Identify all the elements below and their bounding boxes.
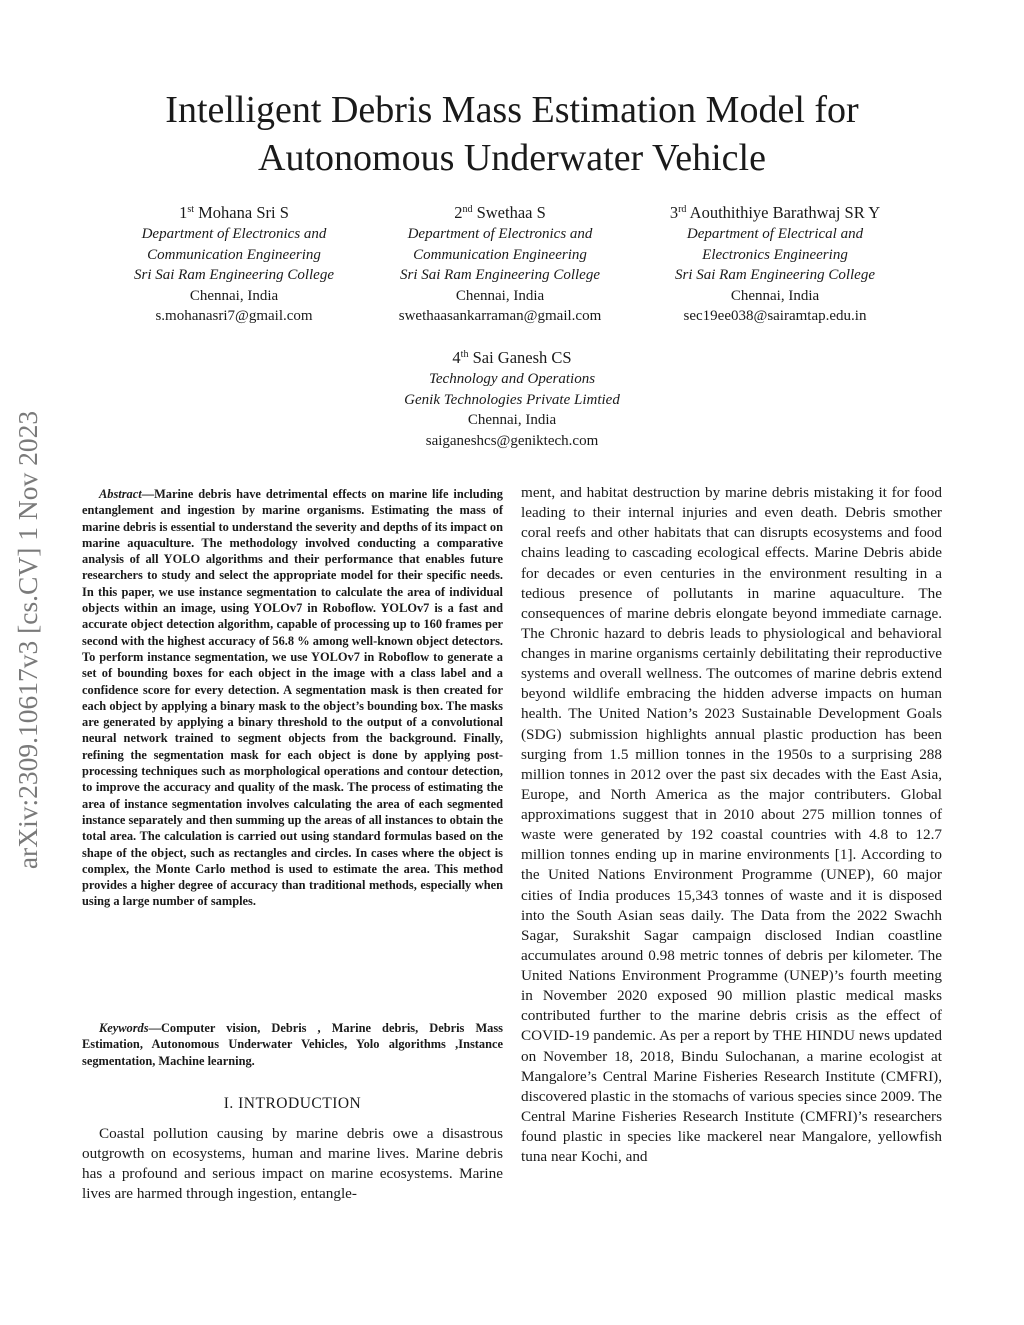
author-name: Sai Ganesh CS: [472, 348, 572, 367]
author-institution: Sri Sai Ram Engineering College: [675, 267, 875, 284]
keywords-body: —Computer vision, Debris , Marine debris, Debris Mass Estimation, Autonomous Underwater Vehicles, Yolo algorithms ,Instance segmentation, Machine learning.: [82, 1021, 503, 1068]
abstract: [82, 486, 503, 910]
intro-paragraph-left: Coastal pollution causing by marine debris owe a disastrous outgrowth on ecosystems, human and marine lives. Marine debris has a profound and serious impact on marine ecosystems. Marine lives are harmed through ingestion, entangle-: [82, 1125, 503, 1203]
author-name: Mohana Sri S: [198, 203, 289, 222]
author-ordinal-suffix: rd: [678, 204, 687, 215]
author-department-cont: Electronics Engineering: [702, 246, 848, 263]
author-name: Swethaa S: [476, 203, 546, 222]
author-email: swethaasankarraman@gmail.com: [398, 308, 602, 325]
author-name-line: [362, 347, 662, 369]
author-company: Genik Technologies Private Limtied: [404, 391, 620, 408]
author-name-line: [84, 202, 384, 224]
title-line-1: Intelligent Debris Mass Estimation Model for: [165, 89, 859, 131]
author-location: Chennai, India: [189, 287, 279, 304]
intro-paragraph-right: ment, and habitat destruction by marine debris mistaking it for food leading to their internal injuries and even death. Debris smother coral reefs and other habitats that can disrupts ecosystems and food chains leading to cascading ecological effects. Marine Debris abide for decades or even centuries in the environment resulting in a tedious presence of pollutants in marine aquaculture. The consequences of marine debris elongate beyond immediate carnage. The Chronic hazard to debris leads to physiological and behavioral changes in marine organisms certainly debilitating their reproductive systems and overall wellness. The outcomes of marine debris extend beyond wildlife embracing the hidden adverse impacts on human health. The United Nation’s 2023 Sustainable Development Goals (SDG) submission highlights annual plastic production has been surging from 1.5 million tonnes in the 1950s to a surprising 288 million tonnes in 2012 over the past six decades with the East Asia, Europe, and North America as the major contributers. Global approximations suggest that in 2010 about 275 million tonnes of waste were generated by 192 coastal countries with 4.8 to 12.7 million tonnes ending up in marine environments [1]. According to the United Nations Environment Programme (UNEP), 60 major cities of India produces 15,343 tonnes of waste and it is disposed into the South Asian seas daily. The Data from the 2022 Swachh Sagar, Surakshit Sagar campaign disclosed Indian coastline accumulates around 0.98 metric tonnes of debris per kilometer. The United Nations Environment Programme (UNEP)’s fourth meeting in November 2020 exposed 90 million plastic medical masks contributed further to the marine debris crisis as the effect of COVID-19 pandemic. As per a report by THE HINDU news updated on November 18, 2018, Bindu Sulochanan, a marine ecologist at Mangalore’s Central Marine Fisheries Research Institute (CMFRI), discovered plastic in the stomachs of various species since 2009. The Central Marine Fisheries Research Institute (CMFRI)’s researchers found plastic in species like mackerel near Mangalore, yellowfish tuna near Kochi, and: [521, 484, 942, 1166]
author-ordinal: 4: [452, 348, 461, 367]
author-location: Chennai, India: [455, 287, 545, 304]
arxiv-sidebar: [0, 350, 60, 930]
author-ordinal: 3: [669, 203, 679, 222]
author-institution: Sri Sai Ram Engineering College: [400, 267, 600, 284]
author-block-2: [350, 202, 650, 327]
author-email: saiganeshcs@geniktech.com: [425, 432, 599, 449]
author-block-1: [84, 202, 384, 327]
author-name-line: [625, 202, 925, 224]
author-email: s.mohanasri7@gmail.com: [155, 308, 313, 325]
author-block-3: [625, 202, 925, 327]
author-ordinal-suffix: th: [460, 349, 469, 360]
author-institution: Sri Sai Ram Engineering College: [134, 267, 334, 284]
author-location: Chennai, India: [730, 287, 820, 304]
author-name-line: [350, 202, 650, 224]
section-heading: I. INTRODUCTION: [223, 1095, 362, 1112]
paper-title: [60, 86, 964, 182]
author-ordinal: 1: [179, 203, 188, 222]
title-line-2: Autonomous Underwater Vehicle: [258, 137, 766, 179]
keywords-lead: Keywords: [99, 1021, 149, 1035]
keywords: [82, 1020, 503, 1069]
author-department-cont: Communication Engineering: [413, 246, 587, 263]
author-email: sec19ee038@sairamtap.edu.in: [683, 308, 867, 325]
author-block-4: [362, 347, 662, 451]
author-ordinal: 2: [454, 203, 463, 222]
arxiv-identifier: arXiv:2309.10617v3 [cs.CV] 1 Nov 2023: [12, 410, 43, 870]
author-department-cont: Communication Engineering: [147, 246, 321, 263]
author-name: Aouthithiye Barathwaj SR Y: [689, 203, 881, 222]
author-department: Department of Electronics and: [407, 226, 593, 242]
author-ordinal-suffix: nd: [462, 204, 473, 215]
author-ordinal-suffix: st: [187, 204, 195, 215]
author-department: Department of Electrical and: [686, 226, 864, 242]
abstract-lead: Abstract: [99, 487, 142, 501]
abstract-body: —Marine debris have detrimental effects on marine life including entanglement and ingestion by marine organisms. Estimating the mass of marine debris is essential to understand the severity and depths of its impact on marine aquaculture. The methodology involved conducting a comparative analysis of all YOLO algorithms and their performance that enables future researchers to study and select the appropriate model for their specific needs. In this paper, we use instance segmentation to calculate the area of individual objects within an image, using YOLOv7 in Roboflow. YOLOv7 is a fast and accurate object detection algorithm, capable of processing up to 160 frames per second with the highest accuracy of 56.8 % among well-known object detectors. To perform instance segmentation, we use YOLOv7 in Roboflow to generate a set of bounding boxes for each object in the image with a class label and a confidence score for every detection. A segmentation mask is then created for each object by applying a binary mask to the object’s bounding box. The masks are generated by applying a binary threshold to the output of a convolutional neural network trained to segment objects from the background. Finally, refining the segmentation mask for each object is done by applying post-processing techniques such as morphological operations and contour detection, to improve the accuracy and quality of the mask. The process of estimating the area of instance segmentation involves calculating the area of each segmented instance separately and then summing up the areas of all instances to obtain the total area. The calculation is carried out using standard formulas based on the shape of the object, such as rectangles and circles. In cases where the object is complex, the Monte Carlo method is used to estimate the area. This method provides a higher degree of accuracy than traditional methods, especially when using a large number of samples.: [82, 487, 503, 909]
author-department: Department of Electronics and: [141, 226, 327, 242]
author-department: Technology and Operations: [428, 371, 596, 387]
author-location: Chennai, India: [467, 412, 557, 429]
